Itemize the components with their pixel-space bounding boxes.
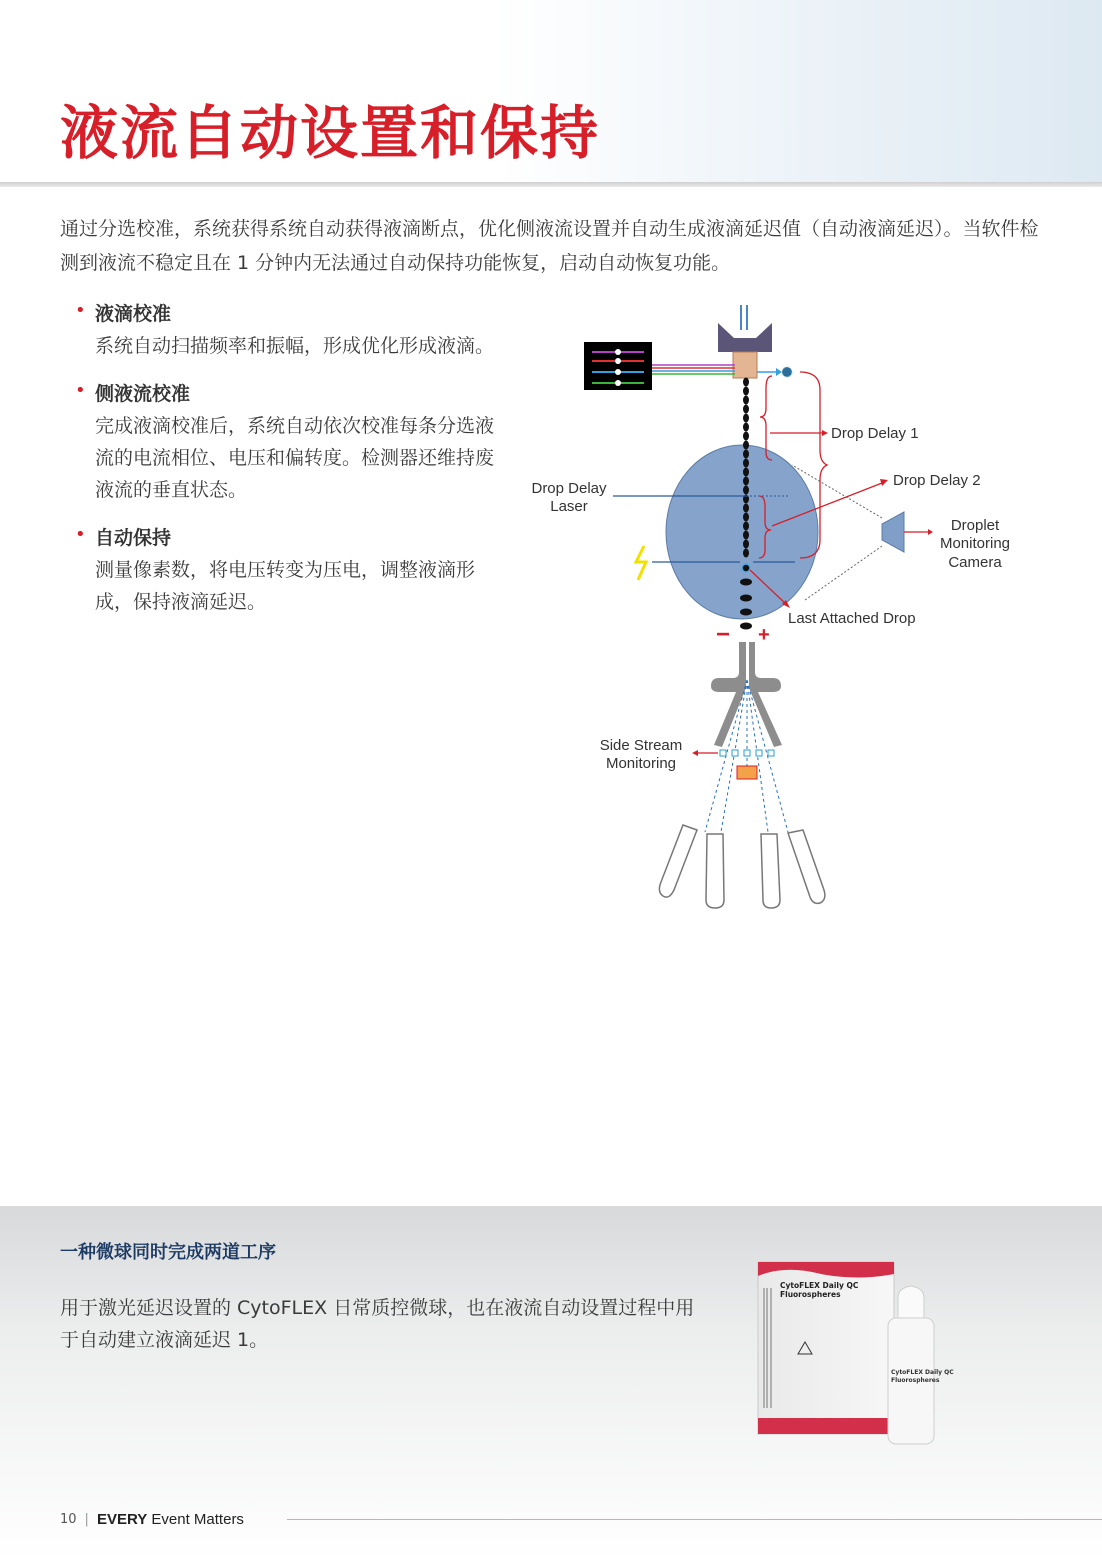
deflection-plate-left-icon (711, 642, 746, 747)
footer (60, 1508, 244, 1530)
collection-tubes (659, 825, 825, 908)
droplet (740, 609, 752, 616)
camera-label-2: Monitoring (939, 535, 1011, 552)
page-number: 10 (60, 1511, 77, 1527)
minus-icon: − (716, 621, 731, 648)
laser-dot (615, 380, 621, 386)
side-stream-label-2: Monitoring (605, 755, 677, 772)
bullet-icon: • (75, 380, 86, 401)
feature-text: 完成液滴校准后，系统自动依次校准每条分选液流的电流相位、电压和偏转度。检测器还维持废液流的垂直状态。 (95, 415, 495, 501)
arrow-head-icon (692, 750, 698, 756)
laser-dot (615, 349, 621, 355)
drop-delay-laser-label: Drop Delay (531, 480, 607, 497)
feature-item (75, 378, 525, 506)
callout-title: 一种微球同时完成两道工序 (60, 1242, 276, 1263)
arrow-head-icon (776, 368, 782, 376)
intro-paragraph: 通过分选校准，系统获得系统自动获得液滴断点，优化侧液流设置并自动生成液滴延迟值（自动液滴延迟）。当软件检测到液流不稳定且在 1 分钟内无法通过自动保持功能恢复，启动自动恢复功能。 (60, 218, 1039, 274)
waste-collector-icon (737, 766, 757, 779)
flow-sorting-diagram (520, 300, 1060, 920)
drop-delay-1-label: Drop Delay 1 (831, 425, 919, 442)
feature-title: 侧液流校准 (95, 383, 191, 405)
feature-text: 测量像素数，将电压转变为压电，调整液滴形成，保持液滴延迟。 (95, 559, 476, 613)
footer-brand-rest: Event Matters (147, 1510, 244, 1528)
bullet-icon: • (75, 300, 86, 321)
droplet (743, 423, 749, 432)
callout-text: 用于激光延迟设置的 CytoFLEX 日常质控微球，也在液流自动设置过程中用于自动建立液滴延迟 1。 (60, 1297, 695, 1351)
droplet (743, 396, 749, 405)
laser-dot (615, 369, 621, 375)
header-divider (0, 182, 1102, 187)
droplet (743, 432, 749, 441)
drop-delay-2-label: Drop Delay 2 (893, 472, 981, 489)
nozzle-tip-icon (733, 352, 757, 378)
droplet (743, 531, 749, 540)
droplet (743, 414, 749, 423)
droplet (743, 522, 749, 531)
side-stream-label-1: Side Stream (599, 737, 683, 754)
droplet (743, 504, 749, 513)
laser-dot (615, 358, 621, 364)
feature-title: 液滴校准 (95, 303, 172, 325)
feature-title: 自动保持 (95, 527, 172, 549)
product-box-title: CytoFLEX Daily QC (780, 1281, 859, 1290)
arrow-head-icon (928, 529, 933, 535)
bullet-icon: • (75, 524, 86, 545)
detector-icon (782, 367, 792, 377)
collection-tube-icon (659, 825, 697, 897)
product-bottle-subtitle: Fluorospheres (891, 1377, 940, 1384)
camera-label-1: Droplet (950, 517, 1000, 534)
nozzle-icon (718, 323, 772, 352)
brace-drop-delay-1 (760, 376, 772, 460)
lightning-icon (636, 546, 646, 580)
last-attached-drop (742, 564, 750, 572)
last-drop-label: Last Attached Drop (788, 610, 916, 627)
camera-icon (882, 512, 904, 552)
droplet (743, 441, 749, 450)
feature-item (75, 298, 525, 362)
droplet (743, 405, 749, 414)
arrow-head-icon (880, 479, 888, 486)
droplet (743, 450, 749, 459)
footer-brand-bold: EVERY (96, 1510, 148, 1528)
droplet (743, 378, 749, 387)
footer-separator: | (84, 1511, 89, 1527)
page-title: 液流自动设置和保持 (60, 99, 601, 167)
product-bottle-title: CytoFLEX Daily QC (891, 1369, 954, 1376)
droplet (743, 387, 749, 396)
product-box-subtitle: Fluorospheres (780, 1290, 841, 1299)
droplet (740, 595, 752, 602)
deflection-plate-right-icon (749, 642, 782, 747)
droplet (743, 513, 749, 522)
drop-delay-laser-label-2: Laser (550, 498, 588, 515)
droplet (743, 459, 749, 468)
droplet (740, 623, 752, 630)
feature-text: 系统自动扫描频率和振幅，形成优化形成液滴。 (95, 335, 495, 357)
droplet (743, 477, 749, 486)
feature-item (75, 522, 525, 618)
droplet (740, 579, 752, 586)
product-image (752, 1258, 954, 1448)
product-box-bottom (758, 1418, 894, 1434)
footer-rule (287, 1519, 1102, 1520)
droplet (743, 549, 749, 558)
droplet (743, 540, 749, 549)
plus-icon: + (758, 624, 770, 646)
camera-view-circle (666, 445, 818, 619)
footer-brand (97, 1511, 244, 1528)
camera-view-line (805, 546, 882, 600)
collection-tube-icon (706, 834, 724, 908)
droplet (743, 486, 749, 495)
arrow-head-icon (822, 430, 828, 436)
camera-label-3: Camera (948, 554, 1002, 571)
collection-tube-icon (761, 834, 780, 908)
collection-tube-icon (788, 830, 825, 903)
product-bottle-cap (898, 1286, 924, 1318)
droplet (743, 468, 749, 477)
feature-list (75, 298, 525, 634)
